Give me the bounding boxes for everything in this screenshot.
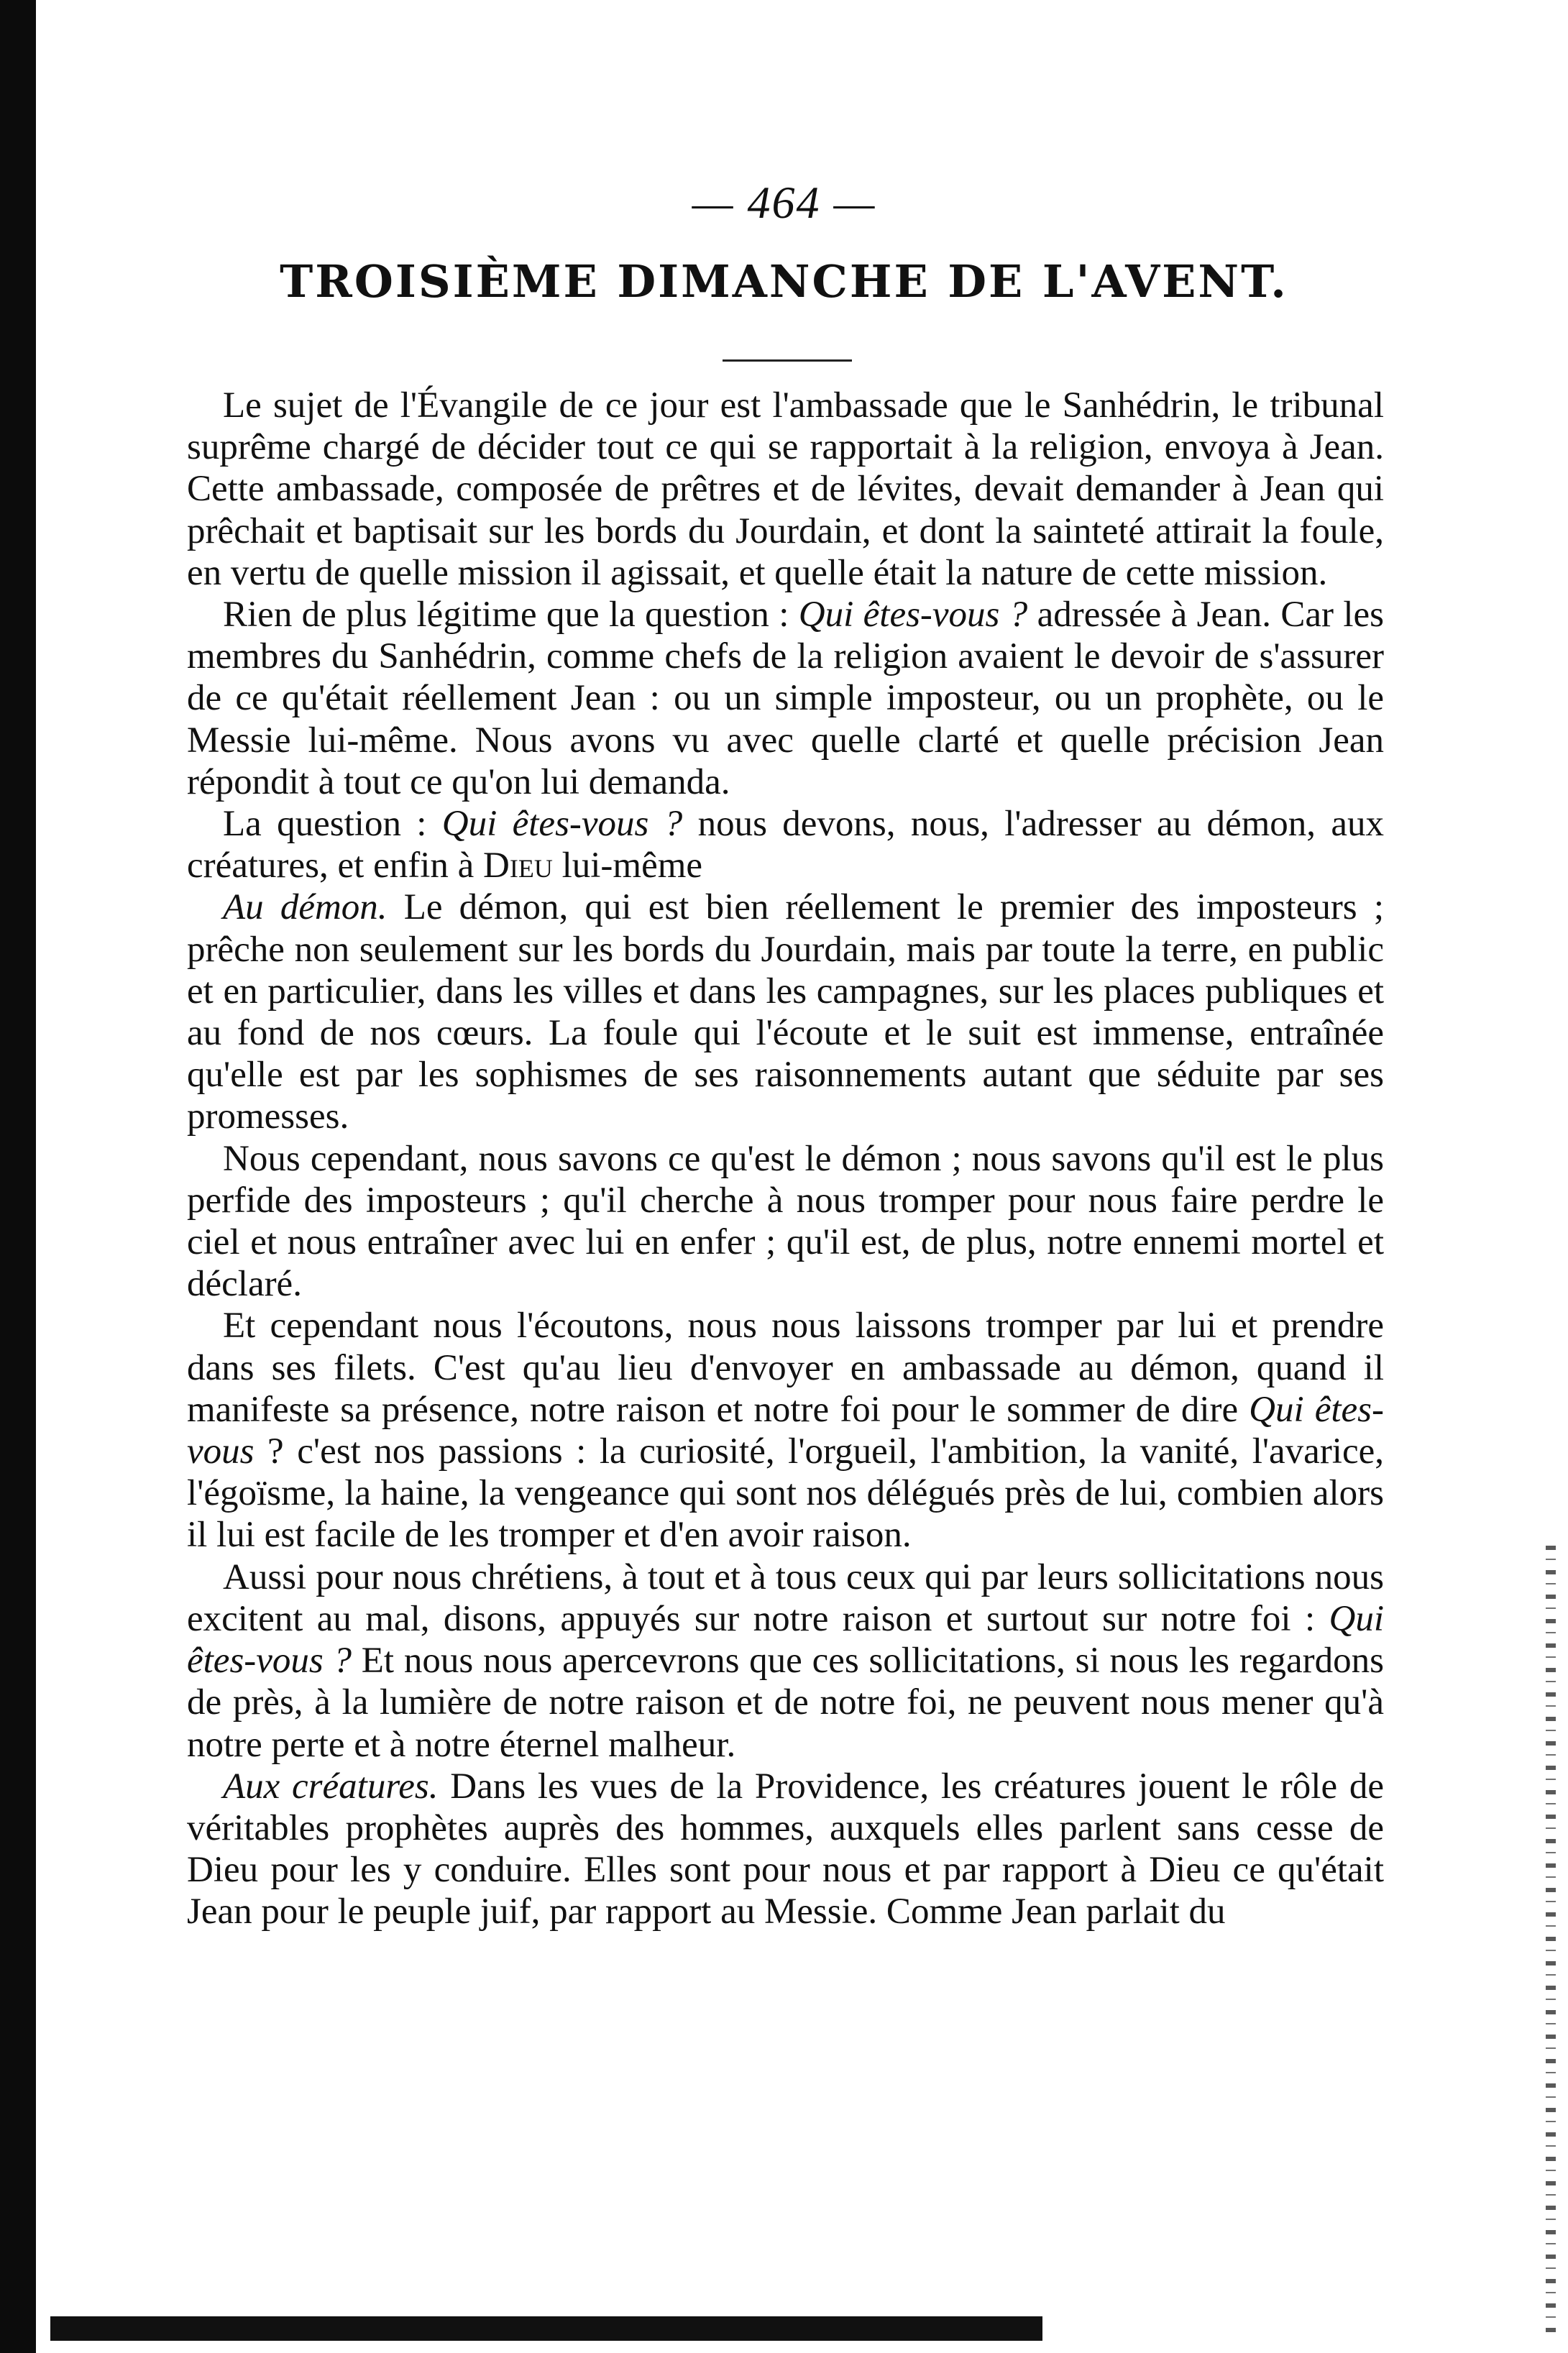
italic-lead: Au démon. <box>223 887 388 928</box>
page-heading: TROISIÈME DIMANCHE DE L'AVENT. <box>280 255 1288 308</box>
paragraph-text: Et nous nous apercevrons que ces sollicitations, si nous les regardons de près, à la lumière de notre raison et de notre foi, ne peuvent nous mener qu'à notre perte et à notre éternel malheur. <box>187 1641 1384 1765</box>
paragraph-text: Et cependant nous l'écoutons, nous nous laissons tromper par lui et prendre dans ses filets. C'est qu'au lieu d'envoyer en ambassade au démon, quand il manifeste sa présence, notre raison et notre foi pour le sommer de dire <box>187 1306 1384 1430</box>
paragraph <box>187 1556 1384 1766</box>
scan-left-border <box>0 0 36 2353</box>
scan-bottom-border <box>50 2316 1042 2341</box>
paragraph <box>187 886 1384 1137</box>
body-text <box>187 385 1384 1933</box>
paragraph-text: Aussi pour nous chrétiens, à tout et à tous ceux qui par leurs sollicitations nous excitent au mal, disons, appuyés sur notre raison et surtout sur notre foi : <box>187 1556 1384 1639</box>
paragraph-text: Rien de plus légitime que la question : <box>223 595 799 636</box>
italic-quote: Qui êtes-vous ? <box>798 595 1028 636</box>
paragraph-text: Dans les vues de la Providence, les créatures jouent le rôle de véritables prophètes auprès des hommes, auxquels elles parlent sans cesse de Dieu pour les y conduire. Elles sont pour nous et par rapport à Dieu ce qu'était Jean pour le peuple juif, par rapport au Messie. Comme Jean parlait du <box>187 1766 1384 1932</box>
page-number: — 464 — <box>692 177 876 228</box>
paragraph <box>187 803 1384 886</box>
paragraph <box>187 385 1384 594</box>
scan-edge-noise <box>1546 1546 1556 2336</box>
paragraph-text: lui-même <box>552 845 703 886</box>
paragraph-text: adressée à Jean. Car les membres du Sanhédrin, comme chefs de la religion avaient le devoir de s'assurer de ce qu'était réellement Jean : ou un simple imposteur, ou un prophète, ou le Messie lui-même. Nous avons vu avec quelle clarté et quelle précision Jean répondit à tout ce qu'on lui demanda. <box>187 595 1384 802</box>
paragraph <box>187 1766 1384 1933</box>
heading-rule <box>723 359 852 362</box>
italic-quote: Qui êtes-vous ? <box>187 1598 1384 1682</box>
paragraph <box>187 1138 1384 1306</box>
paragraph-text: La question : <box>223 804 442 845</box>
paragraph-text: nous devons, nous, l'adresser au démon, aux créatures, et enfin à <box>187 804 1385 886</box>
small-caps-word: Dieu <box>483 845 553 886</box>
paragraph-text: Le démon, qui est bien réellement le premier des imposteurs ; prêche non seulement sur les bords du Jourdain, mais par toute la terre, en public et en particulier, dans les villes et dans les campagnes, sur les places publiques et au fond de nos cœurs. La foule qui l'écoute et le suit est immense, entraînée qu'elle est par les sophismes de ses raisonnements autant que séduite par ses promesses. <box>187 887 1384 1137</box>
paragraph-text: Nous cependant, nous savons ce qu'est le démon ; nous savons qu'il est le plus perfide des imposteurs ; qu'il cherche à nous tromper pour nous faire perdre le ciel et nous entraîner avec lui en enfer ; qu'il est, de plus, notre ennemi mortel et déclaré. <box>187 1138 1384 1305</box>
paragraph-text: Le sujet de l'Évangile de ce jour est l'ambassade que le Sanhédrin, le tribunal suprême chargé de décider tout ce qui se rapportait à la religion, envoya à Jean. Cette ambassade, composée de prêtres et de lévites, devait demander à Jean qui prêchait et baptisait sur les bords du Jourdain, et dont la sainteté attirait la foule, en vertu de quelle mission il agissait, et quelle était la nature de cette mission. <box>187 385 1384 593</box>
paragraph <box>187 1305 1384 1556</box>
italic-quote: Qui êtes-vous ? <box>441 804 683 845</box>
paragraph <box>187 594 1384 803</box>
italic-quote: Qui êtes-vous <box>187 1389 1384 1472</box>
paragraph-text: ? c'est nos passions : la curiosité, l'orgueil, l'ambition, la vanité, l'avarice, l'égoïsme, la haine, la vengeance qui sont nos délégués près de lui, combien alors il lui est facile de les tromper et d'en avoir raison. <box>187 1431 1384 1556</box>
italic-lead: Aux créatures. <box>223 1766 439 1807</box>
